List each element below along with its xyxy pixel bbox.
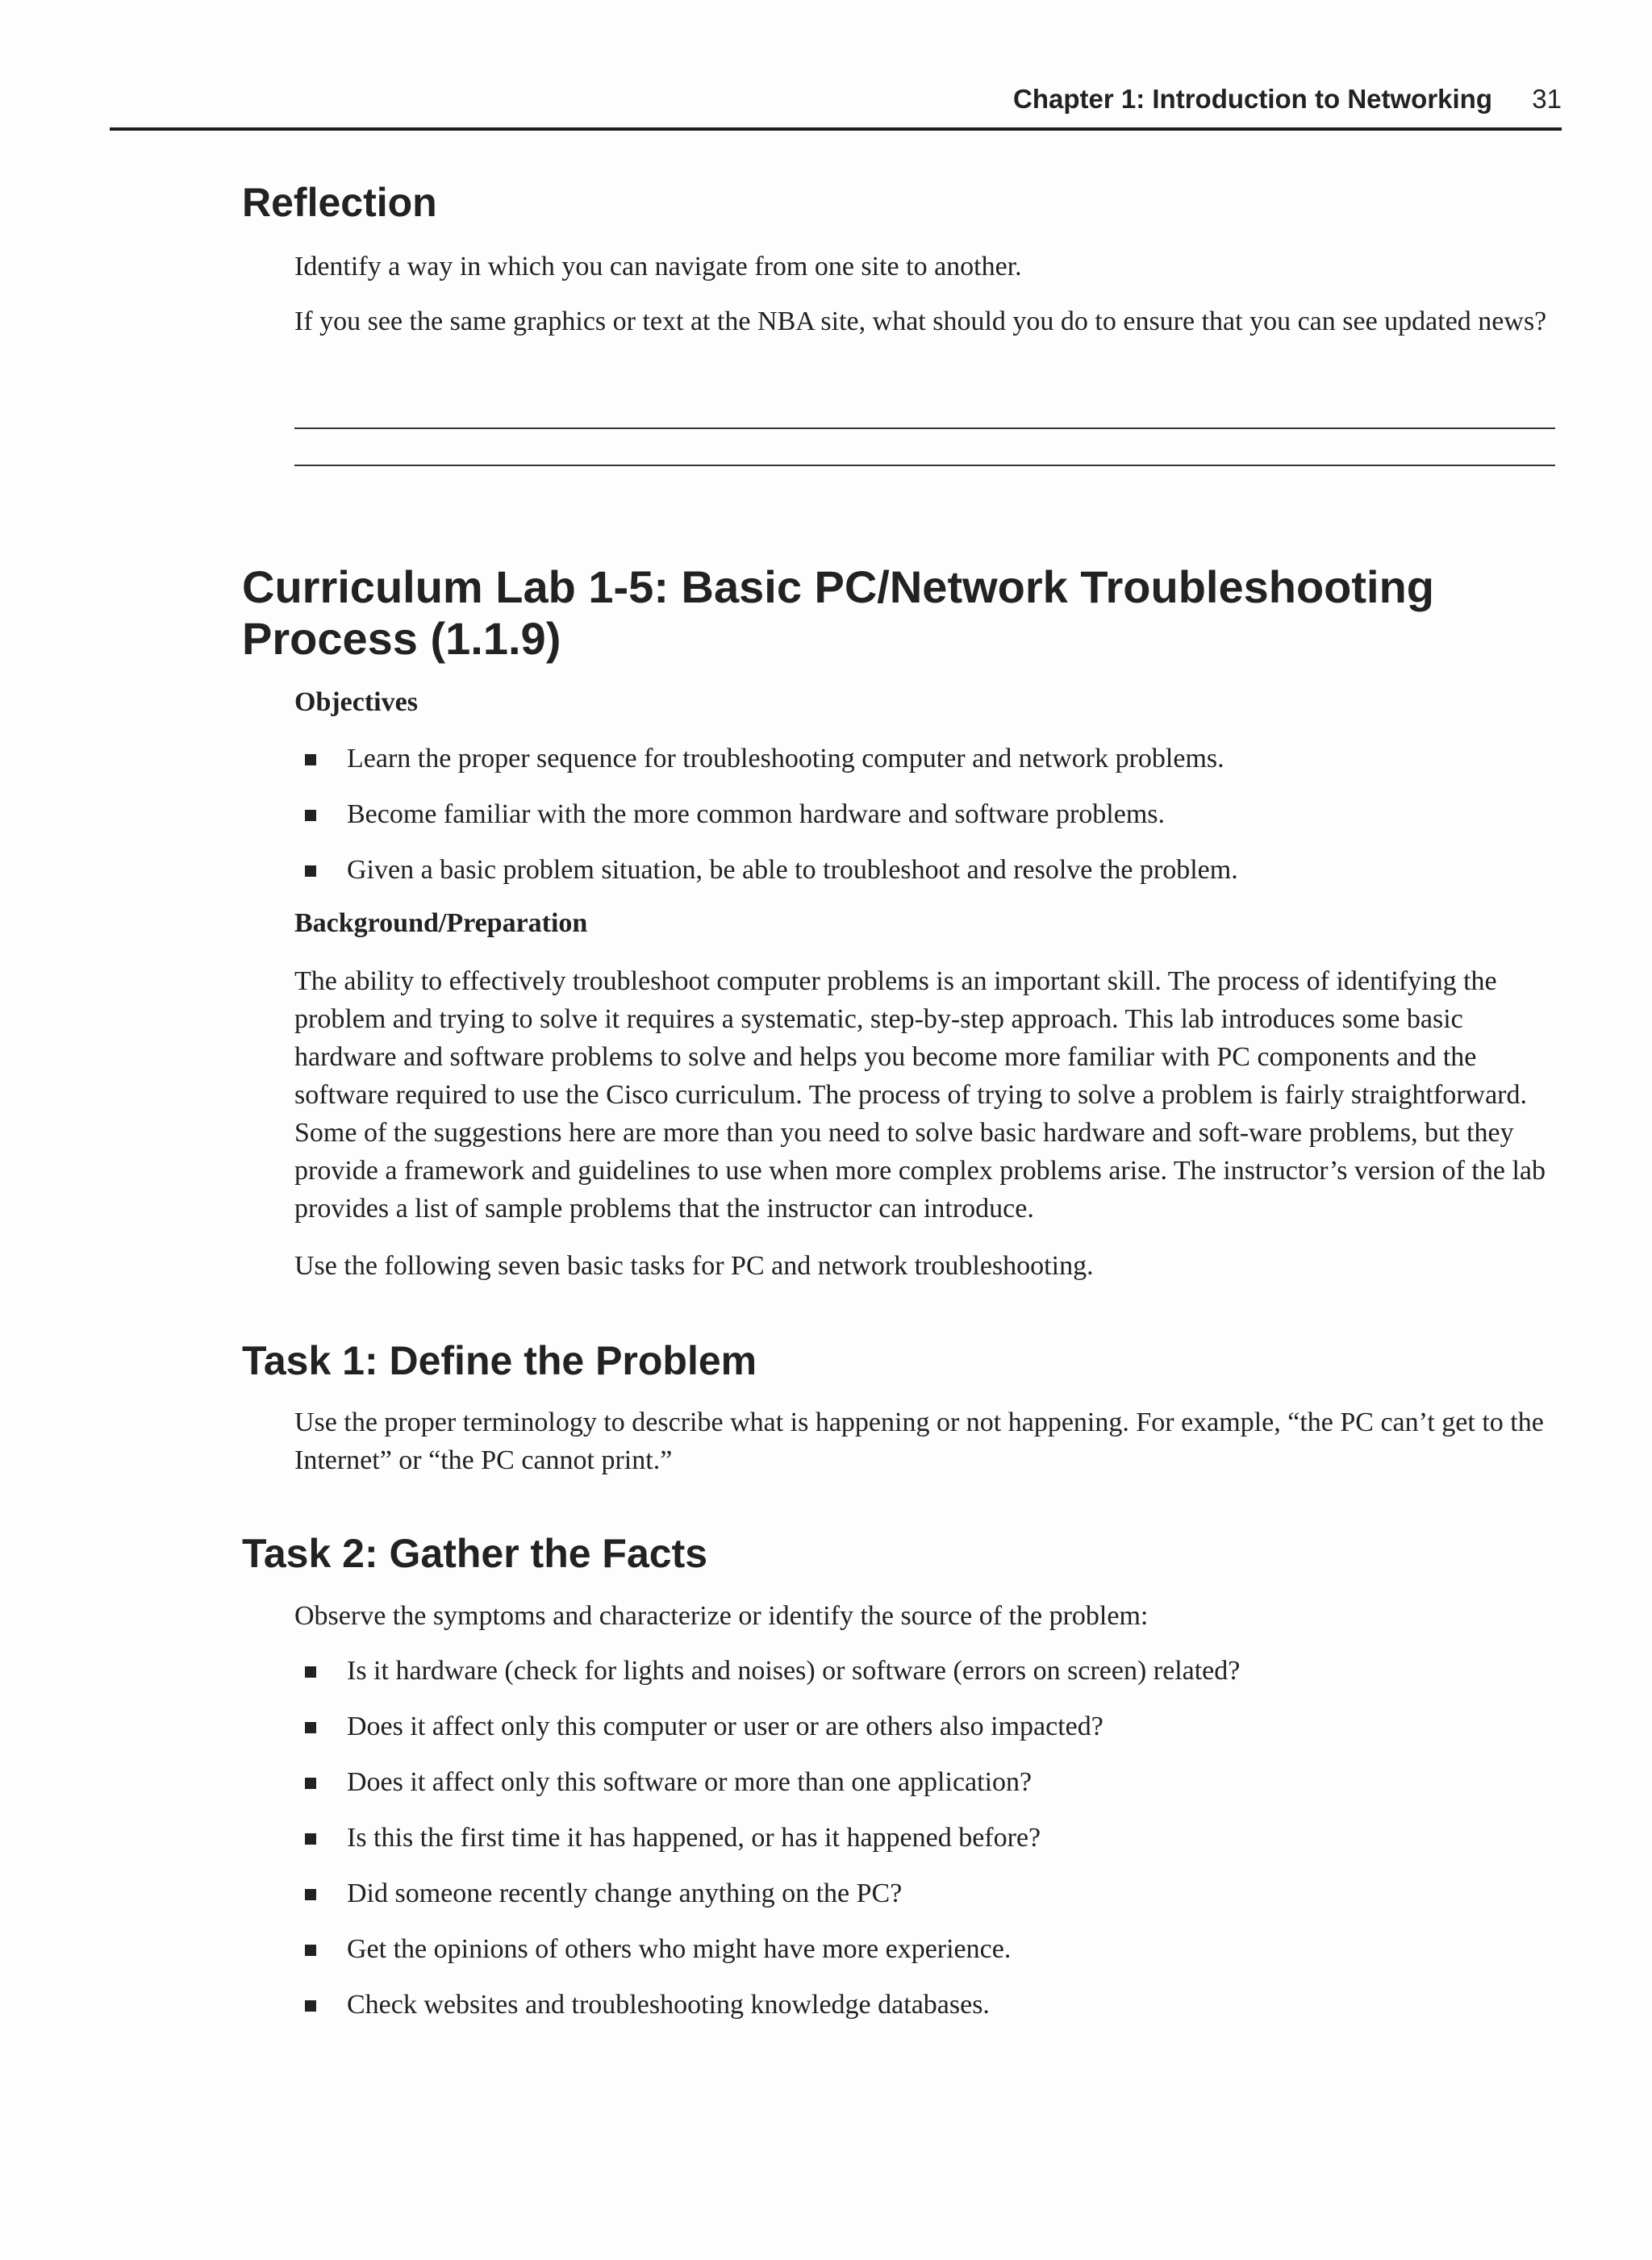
objective-item: Become familiar with the more common hardware and software problems. <box>305 795 1547 833</box>
task2-heading: Task 2: Gather the Facts <box>242 1531 708 1576</box>
square-bullet-icon <box>305 810 316 821</box>
reflection-paragraph-1: Identify a way in which you can navigate from one site to another. <box>294 252 1022 281</box>
objective-item: Learn the proper sequence for troubleshooting computer and network problems. <box>305 740 1547 778</box>
task2-intro: Observe the symptoms and characterize or identify the source of the problem: <box>294 1601 1149 1631</box>
chapter-title: Chapter 1: Introduction to Networking <box>1013 84 1492 114</box>
lab-title: Curriculum Lab 1-5: Basic PC/Network Troubleshooting Process (1.1.9) <box>242 561 1434 664</box>
fact-item: Get the opinions of others who might have more experience. <box>305 1930 1547 1968</box>
answer-line <box>294 465 1555 466</box>
fact-item: Check websites and troubleshooting knowledge databases. <box>305 1986 1547 2024</box>
fact-item: Does it affect only this computer or user or are others also impacted? <box>305 1708 1547 1745</box>
page-number: 31 <box>1532 84 1562 114</box>
running-header <box>110 84 1562 131</box>
square-bullet-icon <box>305 754 316 765</box>
background-paragraph: The ability to effectively troubleshoot computer problems is an important skill. The process of identifying the problem and trying to solve it requires a systematic, step-by-step approach. This lab introduces some basic hardware and software problems to solve and helps you become more familiar with PC components and the software required to use the Cisco curriculum. The process of trying to solve a problem is fairly straightforward. Some of the suggestions here are more than you need to solve basic hardware and soft-ware problems, but they provide a framework and guidelines to use when more complex problems arise. The instructor’s version of the lab provides a list of sample problems that the instructor can introduce. <box>294 966 1546 1224</box>
fact-item: Is this the first time it has happened, or has it happened before? <box>305 1819 1547 1857</box>
square-bullet-icon <box>305 865 316 877</box>
square-bullet-icon <box>305 1889 316 1900</box>
square-bullet-icon <box>305 1945 316 1956</box>
reflection-heading: Reflection <box>242 180 437 225</box>
reflection-paragraph-2: If you see the same graphics or text at the NBA site, what should you do to ensure that you can see updated news? <box>294 306 1547 336</box>
square-bullet-icon <box>305 2000 316 2012</box>
task1-heading: Task 1: Define the Problem <box>242 1338 757 1383</box>
square-bullet-icon <box>305 1778 316 1789</box>
fact-item: Did someone recently change anything on the PC? <box>305 1874 1547 1912</box>
objective-item: Given a basic problem situation, be able to troubleshoot and resolve the problem. <box>305 851 1547 889</box>
square-bullet-icon <box>305 1666 316 1678</box>
fact-item: Is it hardware (check for lights and noises) or software (errors on screen) related? <box>305 1652 1547 1690</box>
background-label: Background/Preparation <box>294 908 588 938</box>
task1-paragraph: Use the proper terminology to describe what is happening or not happening. For example, “the PC can’t get to the Internet” or “the PC cannot print.” <box>294 1407 1544 1475</box>
fact-item: Does it affect only this software or more than one application? <box>305 1763 1547 1801</box>
answer-line <box>294 427 1555 429</box>
square-bullet-icon <box>305 1722 316 1733</box>
objectives-label: Objectives <box>294 687 418 717</box>
tasks-intro: Use the following seven basic tasks for PC and network troubleshooting. <box>294 1251 1094 1281</box>
square-bullet-icon <box>305 1833 316 1845</box>
